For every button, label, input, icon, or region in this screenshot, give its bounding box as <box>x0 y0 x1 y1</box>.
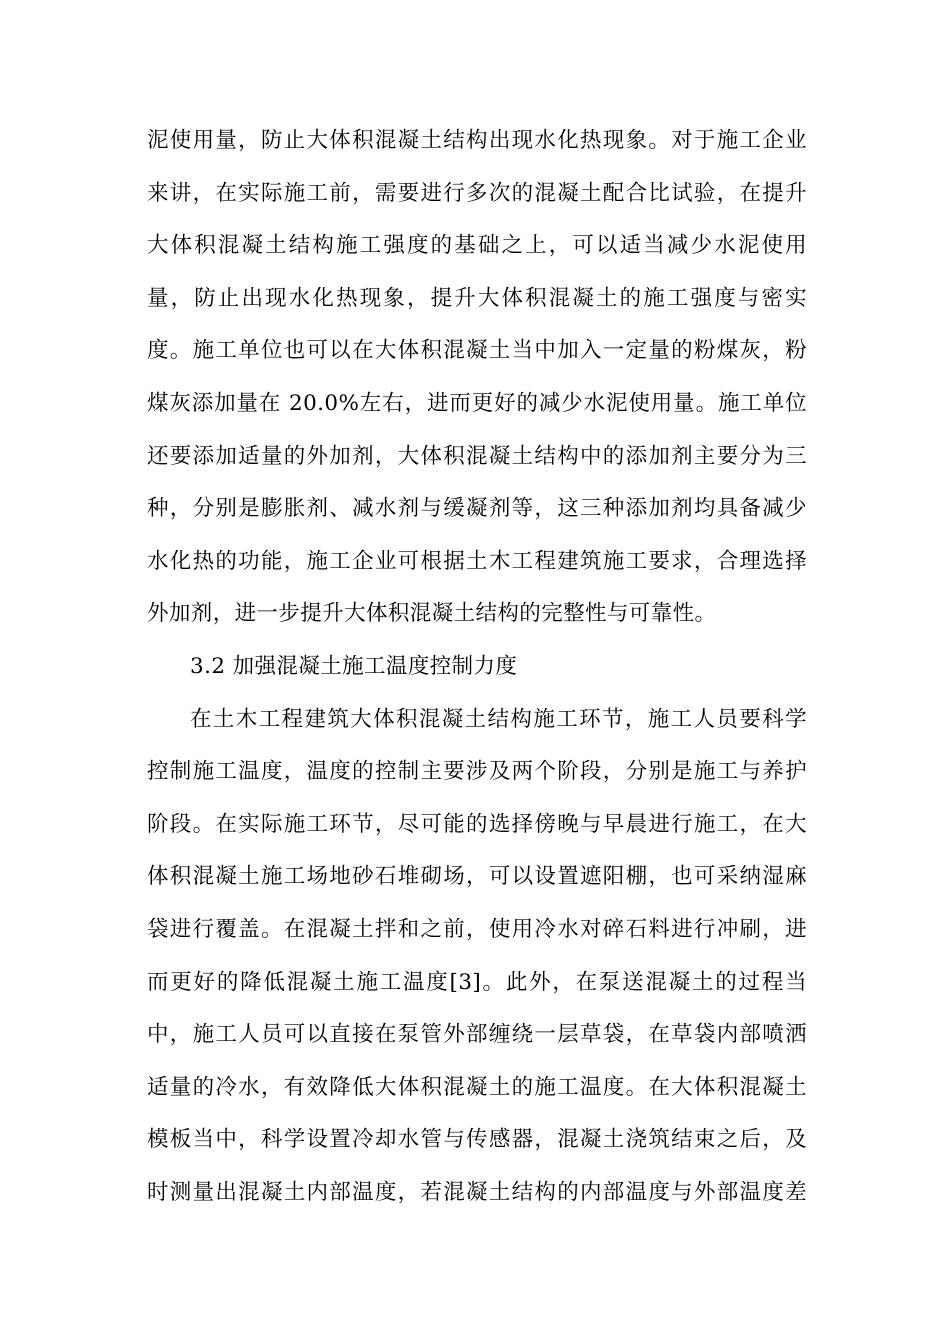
text-line: 度。施工单位也可以在大体积混凝土当中加入一定量的粉煤灰，粉 <box>147 338 807 364</box>
text-line: 在土木工程建筑大体积混凝土结构施工环节，施工人员要科学 <box>190 706 807 732</box>
text-line: 而更好的降低混凝土施工温度[3]。此外，在泵送混凝土的过程当 <box>147 969 807 995</box>
text-line: 种，分别是膨胀剂、减水剂与缓凝剂等，这三种添加剂均具备减少 <box>147 496 807 522</box>
text-line: 煤灰添加量在 20.0%左右，进而更好的减少水泥使用量。施工单位 <box>147 390 807 416</box>
body-text <box>147 115 807 1219</box>
section-heading: 3.2 加强混凝土施工温度控制力度 <box>190 653 518 679</box>
text-line: 水化热的功能，施工企业可根据土木工程建筑施工要求，合理选择 <box>147 548 807 574</box>
text-line: 袋进行覆盖。在混凝土拌和之前，使用冷水对碎石料进行冲刷，进 <box>147 916 807 942</box>
text-line: 大体积混凝土结构施工强度的基础之上，可以适当减少水泥使用 <box>147 233 807 259</box>
text-line: 阶段。在实际施工环节，尽可能的选择傍晚与早晨进行施工，在大 <box>147 811 807 837</box>
text-line: 中，施工人员可以直接在泵管外部缠绕一层草袋，在草袋内部喷洒 <box>147 1022 807 1048</box>
text-line: 量，防止出现水化热现象，提升大体积混凝土的施工强度与密实 <box>147 285 807 311</box>
text-line: 体积混凝土施工场地砂石堆砌场，可以设置遮阳棚，也可采纳湿麻 <box>147 864 807 890</box>
text-line: 时测量出混凝土内部温度，若混凝土结构的内部温度与外部温度差 <box>147 1179 807 1205</box>
text-line: 控制施工温度，温度的控制主要涉及两个阶段，分别是施工与养护 <box>147 759 807 785</box>
text-line: 泥使用量，防止大体积混凝土结构出现水化热现象。对于施工企业 <box>147 128 807 153</box>
text-line: 还要添加适量的外加剂，大体积混凝土结构中的添加剂主要分为三 <box>147 443 807 469</box>
text-line: 适量的冷水，有效降低大体积混凝土的施工温度。在大体积混凝土 <box>147 1074 807 1100</box>
text-line: 模板当中，科学设置冷却水管与传感器，混凝土浇筑结束之后，及 <box>147 1127 807 1153</box>
text-line: 外加剂，进一步提升大体积混凝土结构的完整性与可靠性。 <box>147 601 717 627</box>
text-line: 来讲，在实际施工前，需要进行多次的混凝土配合比试验，在提升 <box>147 180 807 206</box>
